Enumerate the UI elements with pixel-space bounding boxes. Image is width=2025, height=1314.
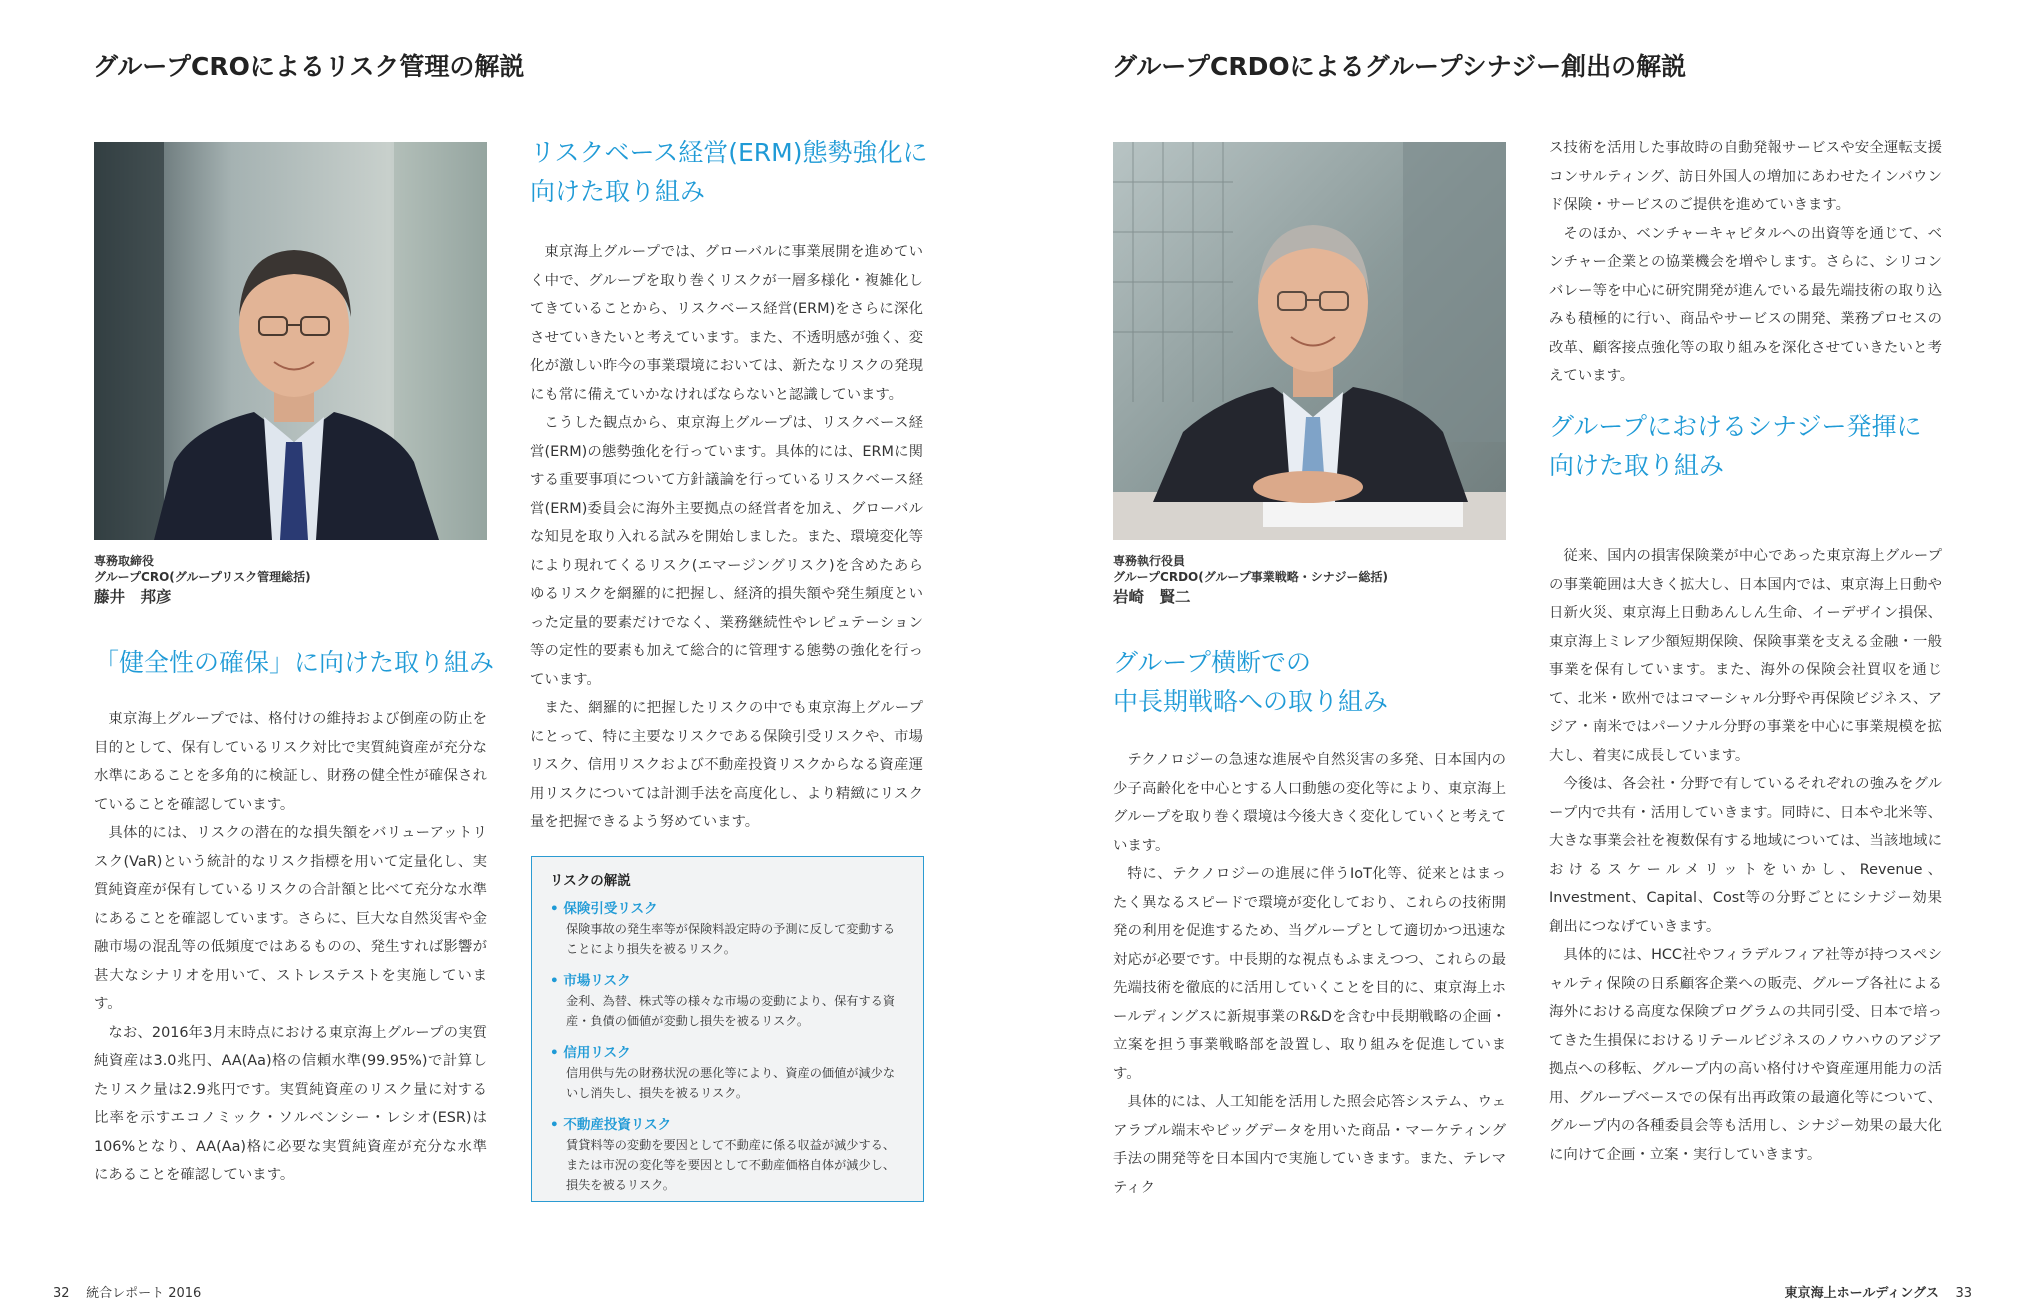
paragraph: 具体的には、HCC社やフィラデルフィア社等が持つスペシャルティ保険の日系顧客企業への販売、グループ各社による海外における高度な保険プログラムの共同引受、日本で培ってきた生損保におけるリテールビジネスのノウハウのアジア拠点への移転、グループ内の高い格付けや資産運用能力の活用、グループベースでの保有出再政策の最適化等について、グループ内の各種委員会等も活用し、シナジー効果の最大化に向けて企画・立案・実行していきます。 xyxy=(1549,947,1942,1163)
soundness-body xyxy=(94,705,487,1190)
section-heading-synergy xyxy=(1549,408,1922,486)
report-name: 統合レポート 2016 xyxy=(86,1286,202,1301)
paragraph: また、網羅的に把握したリスクの中でも東京海上グループにとって、特に主要なリスクである保険引受リスクや、市場リスク、信用リスクおよび不動産投資リスクからなる資産運用リスクについては計測手法を高度化し、より精緻にリスク量を把握できるよう努めています。 xyxy=(530,700,923,830)
right-page-number: 33 xyxy=(1955,1286,1972,1301)
glossary-desc: 金利、為替、株式等の様々な市場の変動により、保有する資産・負債の価値が変動し損失を被るリスク。 xyxy=(566,994,896,1028)
crdo-caption xyxy=(1113,553,1388,608)
paragraph: 今後は、各会社・分野で有しているそれぞれの強みをグループ内で共有・活用していきます。同時に、日本や北米等、大きな事業会社を複数保有する地域については、当該地域におけるスケールメリットをいかし、Revenue、Investment、Capital、Cost等の分野ごとにシナジー効果創出につなげていきます。 xyxy=(1549,776,1942,935)
portrait-photo-cro xyxy=(94,142,487,540)
right-page-title: グループCRDOによるグループシナジー創出の解説 xyxy=(1112,52,1687,81)
section-heading-synergy-line2: 向けた取り組み xyxy=(1549,450,1725,480)
portrait-photo-crdo xyxy=(1113,142,1506,540)
section-heading-midterm xyxy=(1113,644,1388,722)
erm-body xyxy=(530,238,923,837)
section-heading-erm-line2: 向けた取り組み xyxy=(530,176,706,206)
glossary-term: • 不動産投資リスク xyxy=(550,1115,905,1135)
crdo-position: 専務執行役員 xyxy=(1113,554,1186,568)
glossary-desc: 保険事故の発生率等が保険料設定時の予測に反して変動することにより損失を被るリスク。 xyxy=(566,922,896,956)
section-heading-erm-line1: リスクベース経営(ERM)態勢強化に xyxy=(530,138,928,167)
crdo-role: グループCRDO(グループ事業戦略・シナジー総括) xyxy=(1113,570,1389,585)
glossary-term: • 市場リスク xyxy=(550,971,905,991)
paragraph: 東京海上グループでは、格付けの維持および倒産の防止を目的として、保有しているリスク対比で実質純資産が充分な水準にあることを多角的に検証し、財務の健全性が確保されていることを確認しています。 xyxy=(94,711,487,813)
section-heading-midterm-line2: 中長期戦略への取り組み xyxy=(1113,686,1389,716)
cro-caption xyxy=(94,553,311,608)
cro-name: 藤井 邦彦 xyxy=(94,588,172,607)
paragraph: そのほか、ベンチャーキャピタルへの出資等を通じて、ベンチャー企業との協業機会を増やします。さらに、シリコンバレー等を中心に研究開発が進んでいる最先端技術の取り込みも積極的に行い、商品やサービスの開発、業務プロセスの改革、顧客接点強化等の取り組みを深化させていきたいと考えています。 xyxy=(1549,225,1942,384)
paragraph: こうした観点から、東京海上グループは、リスクベース経営(ERM)の態勢強化を行っています。具体的には、ERMに関する重要事項について方針議論を行っているリスクベース経営(ERM)委員会に海外主要拠点の経営者を加え、グローバルな知見を取り入れる試みを開始しました。また、環境変化等により現れてくるリスク(エマージングリスク)を含めたあらゆるリスクを網羅的に把握し、経済的損失額や発生頻度といった定量的要素だけでなく、業務継続性やレピュテーション等の定性的要素も加えて総合的に管理する態勢の強化を行っています。 xyxy=(530,415,923,688)
glossary-item-underwriting xyxy=(550,899,905,959)
synergy-body xyxy=(1549,542,1942,1169)
glossary-term: • 信用リスク xyxy=(550,1043,905,1063)
section-heading-synergy-line1: グループにおけるシナジー発揮に xyxy=(1549,412,1922,441)
left-page-number: 32 xyxy=(53,1286,70,1301)
company-name: 東京海上ホールディングス xyxy=(1784,1286,1939,1301)
paragraph: 東京海上グループでは、グローバルに事業展開を進めていく中で、グループを取り巻くリスクが一層多様化・複雑化してきていることから、リスクベース経営(ERM)をさらに深化させていきたいと考えています。また、不透明感が強く、変化が激しい昨今の事業環境においては、新たなリスクの発現にも常に備えていかなければならないと認識しています。 xyxy=(530,244,923,403)
glossary-item-credit xyxy=(550,1043,905,1103)
paragraph: ス技術を活用した事故時の自動発報サービスや安全運転支援コンサルティング、訪日外国人の増加にあわせたインバウンド保険・サービスのご提供を進めていきます。 xyxy=(1549,140,1942,213)
paragraph: テクノロジーの急速な進展や自然災害の多発、日本国内の少子高齢化を中心とする人口動態の変化等により、東京海上グループを取り巻く環境は今後大きく変化していくと考えています。 xyxy=(1113,752,1506,854)
glossary-item-market xyxy=(550,971,905,1031)
section-heading-erm xyxy=(530,134,928,212)
glossary-desc: 賃貸料等の変動を要因として不動産に係る収益が減少する、または市況の変化等を要因として不動産価格自体が減少し、損失を被るリスク。 xyxy=(566,1138,896,1192)
glossary-title: リスクの解説 xyxy=(550,873,631,889)
crdo-name: 岩崎 賢二 xyxy=(1113,588,1191,607)
cro-role: グループCRO(グループリスク管理総括) xyxy=(94,570,311,585)
cro-position: 専務取締役 xyxy=(94,554,155,568)
left-page-title: グループCROによるリスク管理の解説 xyxy=(93,52,525,81)
section-heading-soundness xyxy=(94,644,494,683)
right-footer xyxy=(1785,1282,1972,1301)
left-footer xyxy=(53,1282,201,1301)
midterm-body xyxy=(1113,746,1506,1202)
paragraph: 具体的には、人工知能を活用した照会応答システム、ウェアラブル端末やビッグデータを用いた商品・マーケティング手法の開発等を日本国内で実施していきます。また、テレマティク xyxy=(1113,1094,1506,1196)
glossary-term: • 保険引受リスク xyxy=(550,899,905,919)
paragraph: 具体的には、リスクの潜在的な損失額をバリューアットリスク(VaR)という統計的なリスク指標を用いて定量化し、実質純資産が保有しているリスクの合計額と比べて充分な水準にあることを確認しています。さらに、巨大な自然災害や金融市場の混乱等の低頻度ではあるものの、発生すれば影響が甚大なシナリオを用いて、ストレステストを実施しています。 xyxy=(94,825,487,1012)
paragraph: なお、2016年3月末時点における東京海上グループの実質純資産は3.0兆円、AA(Aa)格の信頼水準(99.95%)で計算したリスク量は2.9兆円です。実質純資産のリスク量に対する比率を示すエコノミック・ソルベンシー・レシオ(ESR)は106%となり、AA(Aa)格に必要な実質純資産が充分な水準にあることを確認しています。 xyxy=(94,1024,487,1183)
section-heading-midterm-line1: グループ横断での xyxy=(1113,648,1312,677)
section-heading-soundness-text: 「健全性の確保」に向けた取り組み xyxy=(94,648,495,677)
risk-glossary-box xyxy=(531,856,924,1202)
continuation-body xyxy=(1549,134,1942,391)
paragraph: 従来、国内の損害保険業が中心であった東京海上グループの事業範囲は大きく拡大し、日本国内では、東京海上日動や日新火災、東京海上日動あんしん生命、イーデザイン損保、東京海上ミレア少額短期保険、保険事業を支える金融・一般事業を保有しています。また、海外の保険会社買収を通じて、北米・欧州ではコマーシャル分野や再保険ビジネス、アジア・南米ではパーソナル分野の事業を中心に事業規模を拡大し、着実に成長しています。 xyxy=(1549,548,1942,764)
glossary-item-real-estate xyxy=(550,1115,905,1195)
paragraph: 特に、テクノロジーの進展に伴うIoT化等、従来とはまったく異なるスピードで環境が変化しており、これらの技術開発の利用を促進するため、当グループとして適切かつ迅速な対応が必要です。中長期的な視点もふまえつつ、これらの最先端技術を徹底的に活用していくことを目的に、東京海上ホールディングスに新規事業のR&Dを含む中長期戦略の企画・立案を担う事業戦略部を設置し、取り組みを促進しています。 xyxy=(1113,866,1506,1082)
glossary-desc: 信用供与先の財務状況の悪化等により、資産の価値が減少ないし消失し、損失を被るリスク。 xyxy=(566,1066,896,1100)
